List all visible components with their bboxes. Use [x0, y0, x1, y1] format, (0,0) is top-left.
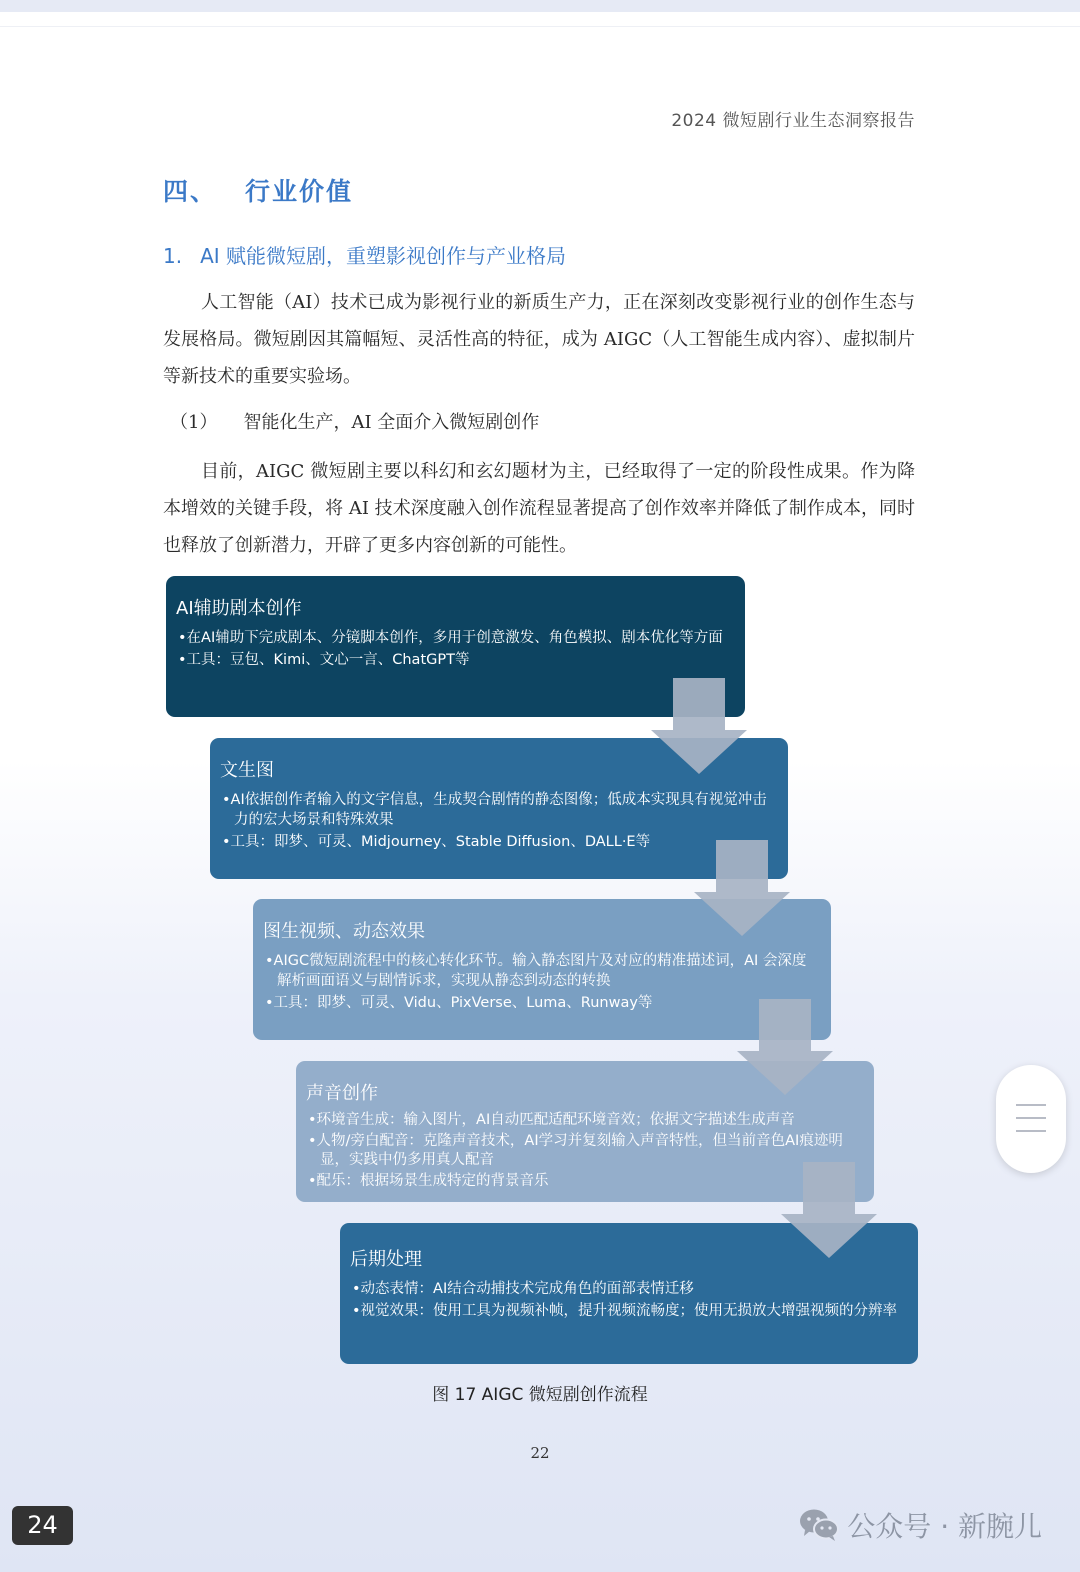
flow-step-bullet: •AIGC微短剧流程中的核心转化环节。输入静态图片及对应的精准描述词，AI 会深度解析画面语义与剧情诉求，实现从静态到动态的转换 [265, 953, 807, 989]
flow-step-title: AI辅助剧本创作 [176, 598, 302, 619]
subsection-number: 1. [163, 244, 183, 268]
flow-arrow-down-icon [694, 840, 790, 936]
watermark [799, 1505, 1042, 1545]
figure-caption: 图 17 AIGC 微短剧创作流程 [432, 1385, 648, 1405]
item-heading [170, 408, 539, 434]
side-menu-handle[interactable] [996, 1065, 1066, 1173]
flow-step-bullet: •工具：豆包、Kimi、文心一言、ChatGPT等 [178, 652, 470, 668]
top-divider [0, 26, 1080, 27]
flow-step-bullet: •AI依据创作者输入的文字信息，生成契合剧情的静态图像；低成本实现具有视觉冲击力的宏大场景和特殊效果 [222, 792, 767, 828]
report-header: 2024 微短剧行业生态洞察报告 [671, 111, 915, 131]
page-number: 22 [530, 1444, 550, 1462]
section-title [163, 172, 353, 208]
flow-arrow-down-icon [781, 1162, 877, 1258]
flow-step-title: 图生视频、动态效果 [263, 921, 425, 942]
flow-step-title: 文生图 [220, 760, 274, 781]
paragraph-ai-productivity: 人工智能（AI）技术已成为影视行业的新质生产力，正在深刻改变影视行业的创作生态与发展格局。微短剧因其篇幅短、灵活性高的特征，成为 AIGC（人工智能生成内容）、虚拟制片等新技术的重要实验场。 [163, 292, 915, 387]
section-number: 四、 [163, 177, 218, 206]
paragraph-aigc-status: 目前，AIGC 微短剧主要以科幻和玄幻题材为主，已经取得了一定的阶段性成果。作为降本增效的关键手段，将 AI 技术深度融入创作流程显著提高了创作效率并降低了制作成本，同时也释放了创新潜力，开辟了更多内容创新的可能性。 [163, 461, 915, 556]
flow-arrow-down-icon [651, 678, 747, 774]
menu-line-icon [1016, 1117, 1046, 1119]
flow-step-bullet: •配乐：根据场景生成特定的背景音乐 [308, 1173, 549, 1189]
item-title: 智能化生产，AI 全面介入微短剧创作 [243, 412, 540, 433]
top-bar [0, 0, 1080, 12]
flow-step-bullet: •在AI辅助下完成剧本、分镜脚本创作，多用于创意激发、角色模拟、剧本优化等方面 [178, 630, 723, 646]
item-number: （1） [170, 412, 218, 433]
subsection-title-text: AI 赋能微短剧，重塑影视创作与产业格局 [200, 244, 567, 268]
flow-arrow-down-icon [737, 999, 833, 1095]
section-title-text: 行业价值 [245, 177, 354, 206]
flow-step-bullet: •工具：即梦、可灵、Vidu、PixVerse、Luma、Runway等 [265, 995, 653, 1011]
subsection-title [163, 240, 566, 269]
flow-step-bullet: •动态表情：AI结合动捕技术完成角色的面部表情迁移 [352, 1281, 694, 1297]
flow-step-bullet: •人物/旁白配音：克隆声音技术，AI学习并复刻输入声音特性，但当前音色AI痕迹明显，实践中仍多用真人配音 [308, 1133, 843, 1168]
menu-line-icon [1016, 1130, 1046, 1132]
flow-step-title: 后期处理 [350, 1249, 422, 1270]
watermark-text: 公众号 · 新腕儿 [847, 1510, 1042, 1543]
flow-step-bullet: •工具：即梦、可灵、Midjourney、Stable Diffusion、DALL·E等 [222, 834, 651, 850]
flow-step-bullet: •环境音生成：输入图片，AI自动匹配适配环境音效；依据文字描述生成声音 [308, 1112, 795, 1128]
page-badge: 24 [12, 1506, 73, 1545]
flow-step-title: 声音创作 [306, 1083, 378, 1104]
flow-step-bullet: •视觉效果：使用工具为视频补帧，提升视频流畅度；使用无损放大增强视频的分辨率 [352, 1303, 898, 1319]
wechat-icon [799, 1508, 839, 1542]
menu-line-icon [1016, 1104, 1046, 1106]
